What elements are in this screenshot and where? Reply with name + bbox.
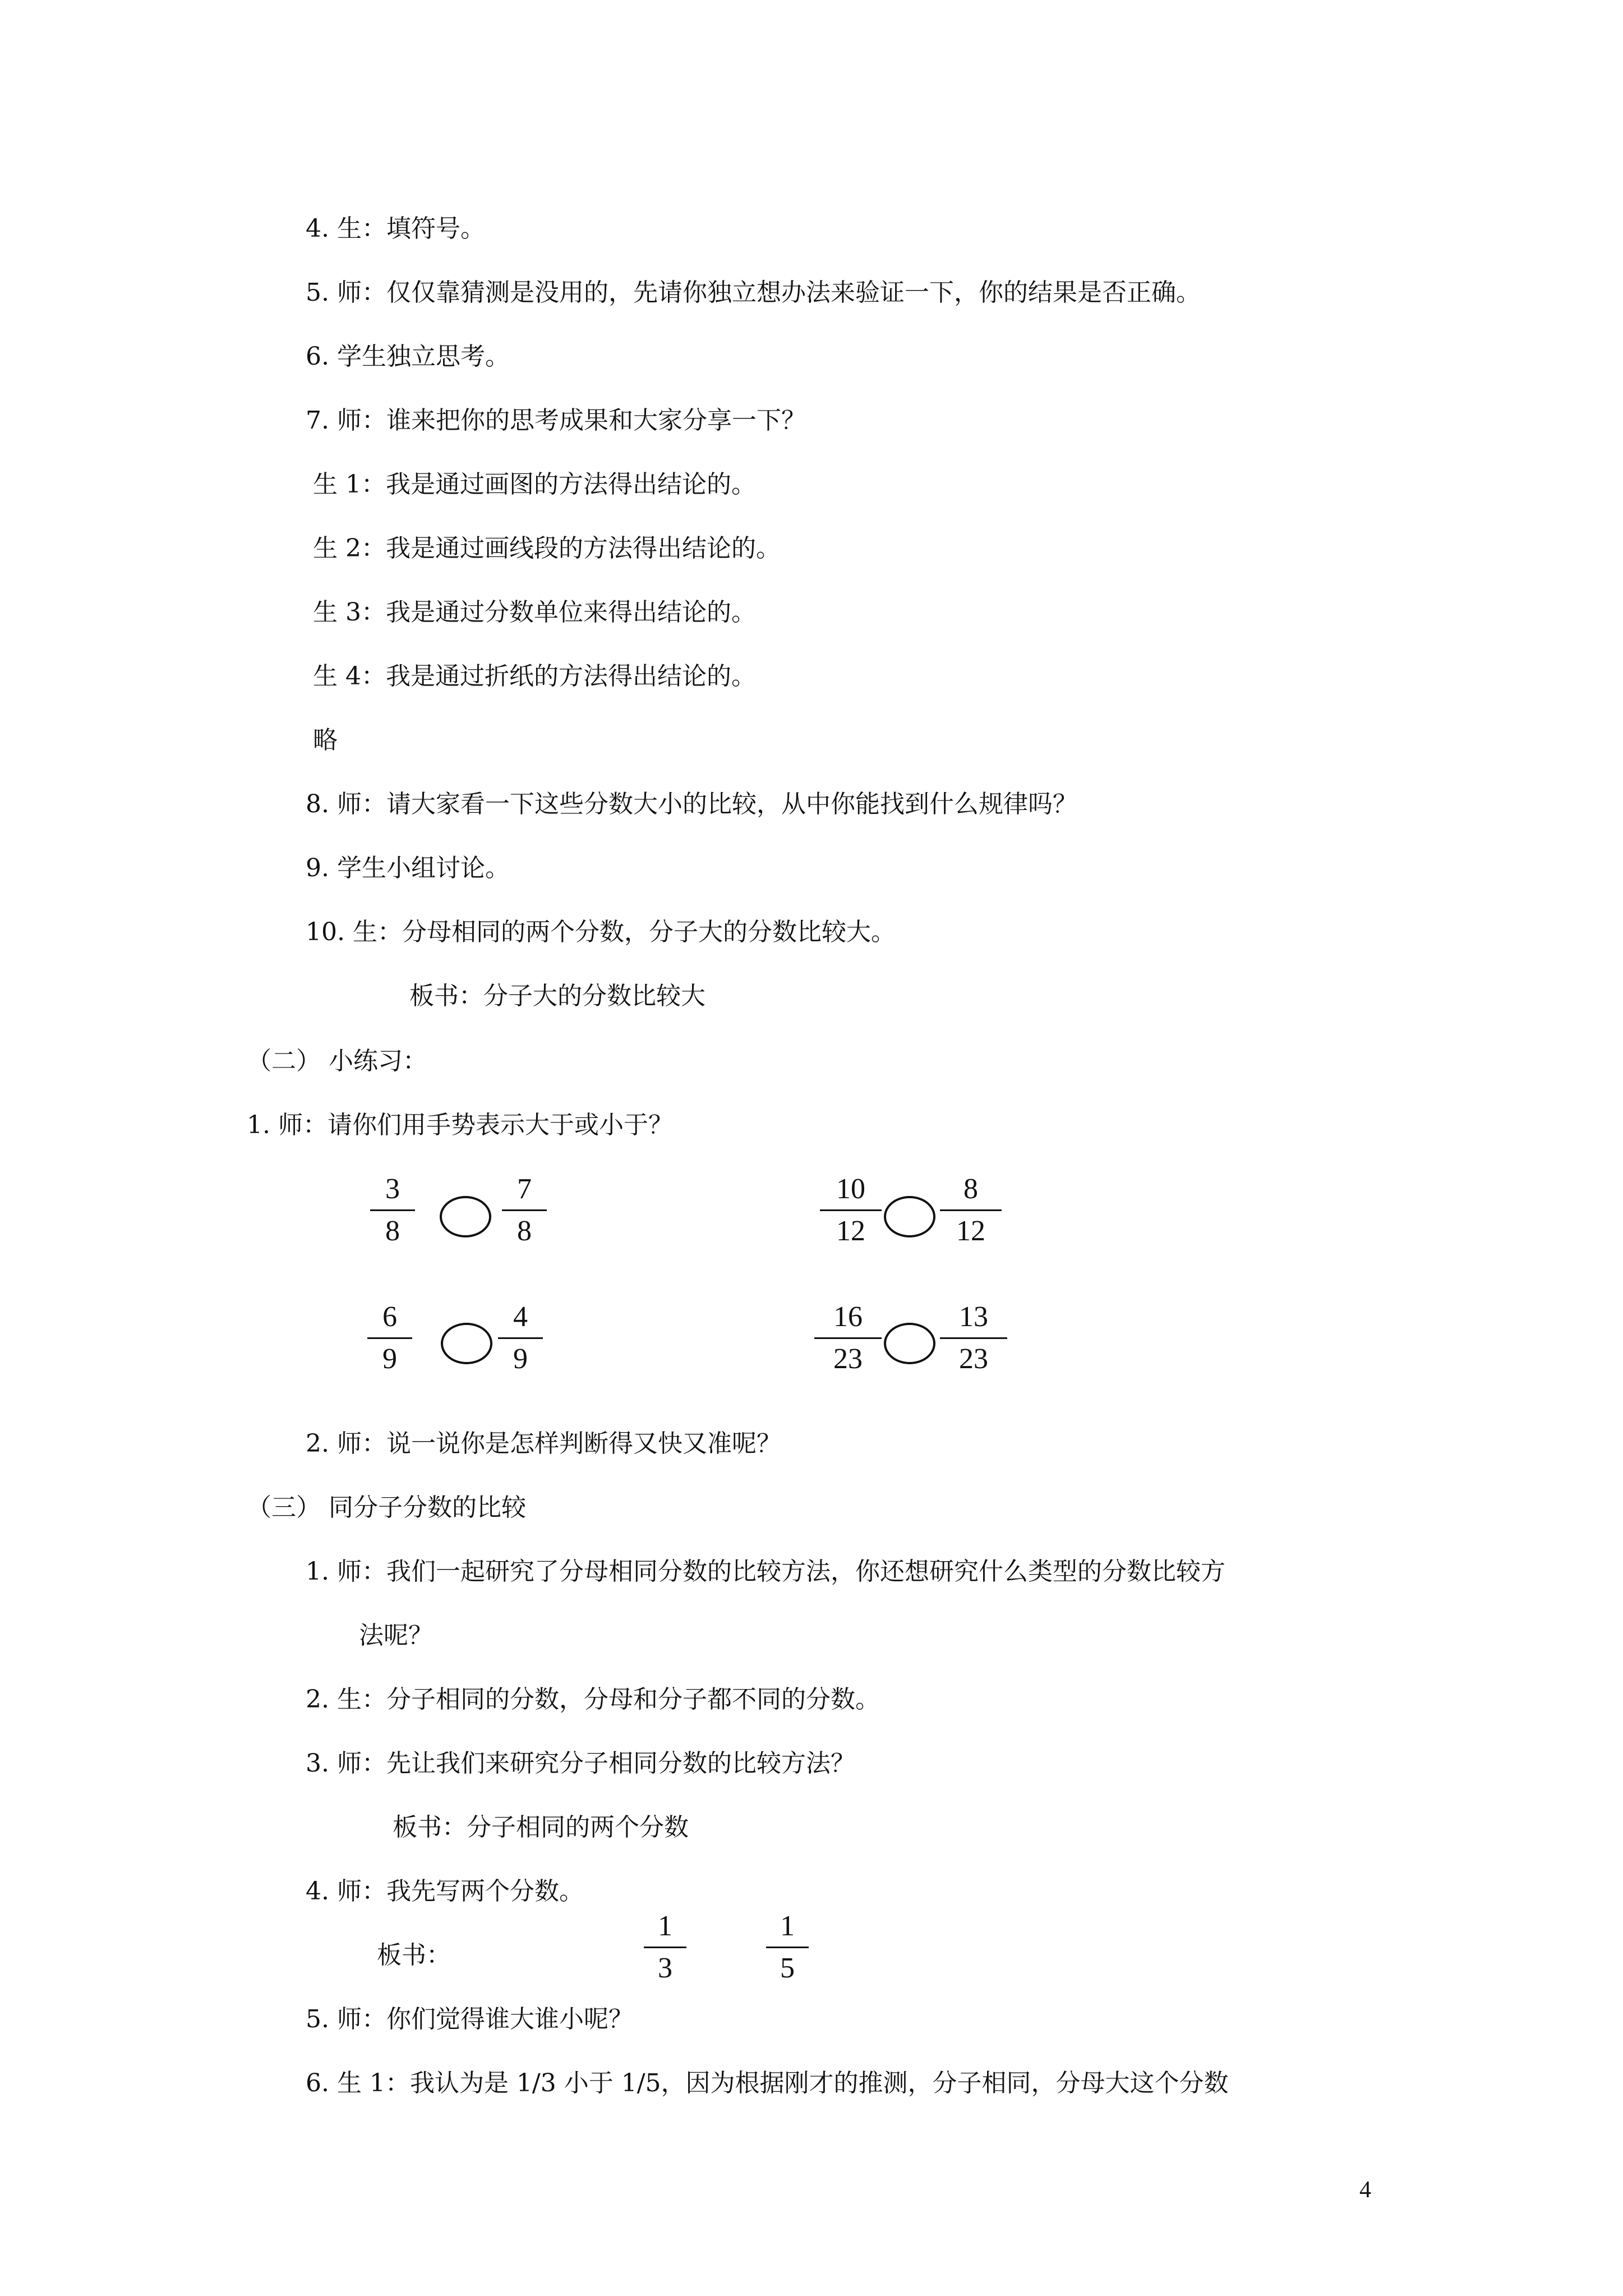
fraction [370,1172,415,1248]
fraction-bar [644,1947,686,1948]
fraction [820,1172,882,1248]
fraction [814,1300,882,1376]
text-line: 8. 师：请大家看一下这些分数大小的比较，从中你能找到什么规律吗？ [306,790,1077,818]
text-line: 生 2：我是通过画线段的方法得出结论的。 [313,534,781,563]
numerator: 7 [517,1173,532,1205]
text-line: 6. 学生独立思考。 [306,342,510,371]
fraction-bar [940,1337,1007,1339]
fraction [502,1172,547,1248]
fraction [940,1300,1007,1376]
numerator: 1 [780,1910,795,1942]
fraction [367,1300,412,1376]
fraction-bar [370,1209,415,1211]
numerator: 16 [833,1301,863,1333]
numerator: 13 [959,1301,988,1333]
denominator: 5 [780,1952,795,1984]
text-line: 1. 师：请你们用手势表示大于或小于？ [247,1111,673,1139]
numerator: 10 [836,1173,865,1205]
fraction-bar [498,1337,543,1339]
fraction [940,1172,1002,1248]
text-line: 5. 师：仅仅靠猜测是没用的，先请你独立想办法来验证一下，你的结果是否正确。 [306,278,1201,307]
text-line: 略 [313,726,338,754]
text-line: 9. 学生小组讨论。 [306,854,510,882]
text-line: 5. 师：你们觉得谁大谁小呢？ [306,2005,633,2033]
board-note: 板书：分子相同的两个分数 [393,1813,689,1842]
fraction-bar [766,1947,809,1948]
text-line: 生 3：我是通过分数单位来得出结论的。 [313,598,756,627]
denominator: 12 [956,1215,985,1247]
numerator: 4 [513,1301,528,1333]
section-heading: （三） 同分子分数的比较 [247,1493,526,1522]
text-line: 生 4：我是通过折纸的方法得出结论的。 [313,662,756,691]
text-line: 1. 师：我们一起研究了分母相同分数的比较方法，你还想研究什么类型的分数比较方 [306,1557,1225,1586]
numerator: 8 [963,1173,978,1205]
text-line: 6. 生 1：我认为是 1/3 小于 1/5，因为根据刚才的推测，分子相同，分母大这个分数 [306,2069,1229,2097]
denominator: 9 [513,1343,528,1375]
denominator: 23 [833,1343,863,1375]
board-note: 板书： [377,1941,451,1970]
fraction [498,1300,543,1376]
text-line: 10. 生：分母相同的两个分数，分子大的分数比较大。 [306,918,896,946]
numerator: 6 [382,1301,397,1333]
fraction [766,1910,809,1985]
comparison-circle [884,1196,935,1237]
comparison-circle [440,1196,491,1237]
page-number: 4 [1359,2177,1371,2203]
denominator: 8 [517,1215,532,1247]
text-line: 7. 师：谁来把你的思考成果和大家分享一下？ [306,406,806,435]
fraction-bar [502,1209,547,1211]
denominator: 9 [382,1343,397,1375]
fraction-bar [367,1337,412,1339]
comparison-circle [441,1323,492,1364]
section-heading: （二） 小练习： [247,1047,427,1075]
board-note: 板书：分子大的分数比较大 [409,982,706,1010]
numerator: 3 [385,1173,400,1205]
fraction [644,1910,686,1985]
denominator: 23 [959,1343,988,1375]
comparison-circle [884,1323,935,1364]
denominator: 12 [836,1215,865,1247]
text-line: 3. 师：先让我们来研究分子相同分数的比较方法？ [306,1749,855,1778]
fraction-bar [820,1209,882,1211]
fraction-bar [814,1337,882,1339]
text-line: 4. 师：我先写两个分数。 [306,1877,584,1906]
text-line: 2. 生：分子相同的分数，分母和分子都不同的分数。 [306,1685,880,1714]
denominator: 3 [658,1952,672,1984]
text-line: 2. 师：说一说你是怎样判断得又快又准呢？ [306,1429,781,1458]
fraction-bar [940,1209,1002,1211]
numerator: 1 [658,1910,672,1942]
text-line: 生 1：我是通过画图的方法得出结论的。 [313,470,756,499]
text-line: 法呢？ [359,1621,433,1650]
text-line: 4. 生：填符号。 [306,214,485,243]
denominator: 8 [385,1215,400,1247]
